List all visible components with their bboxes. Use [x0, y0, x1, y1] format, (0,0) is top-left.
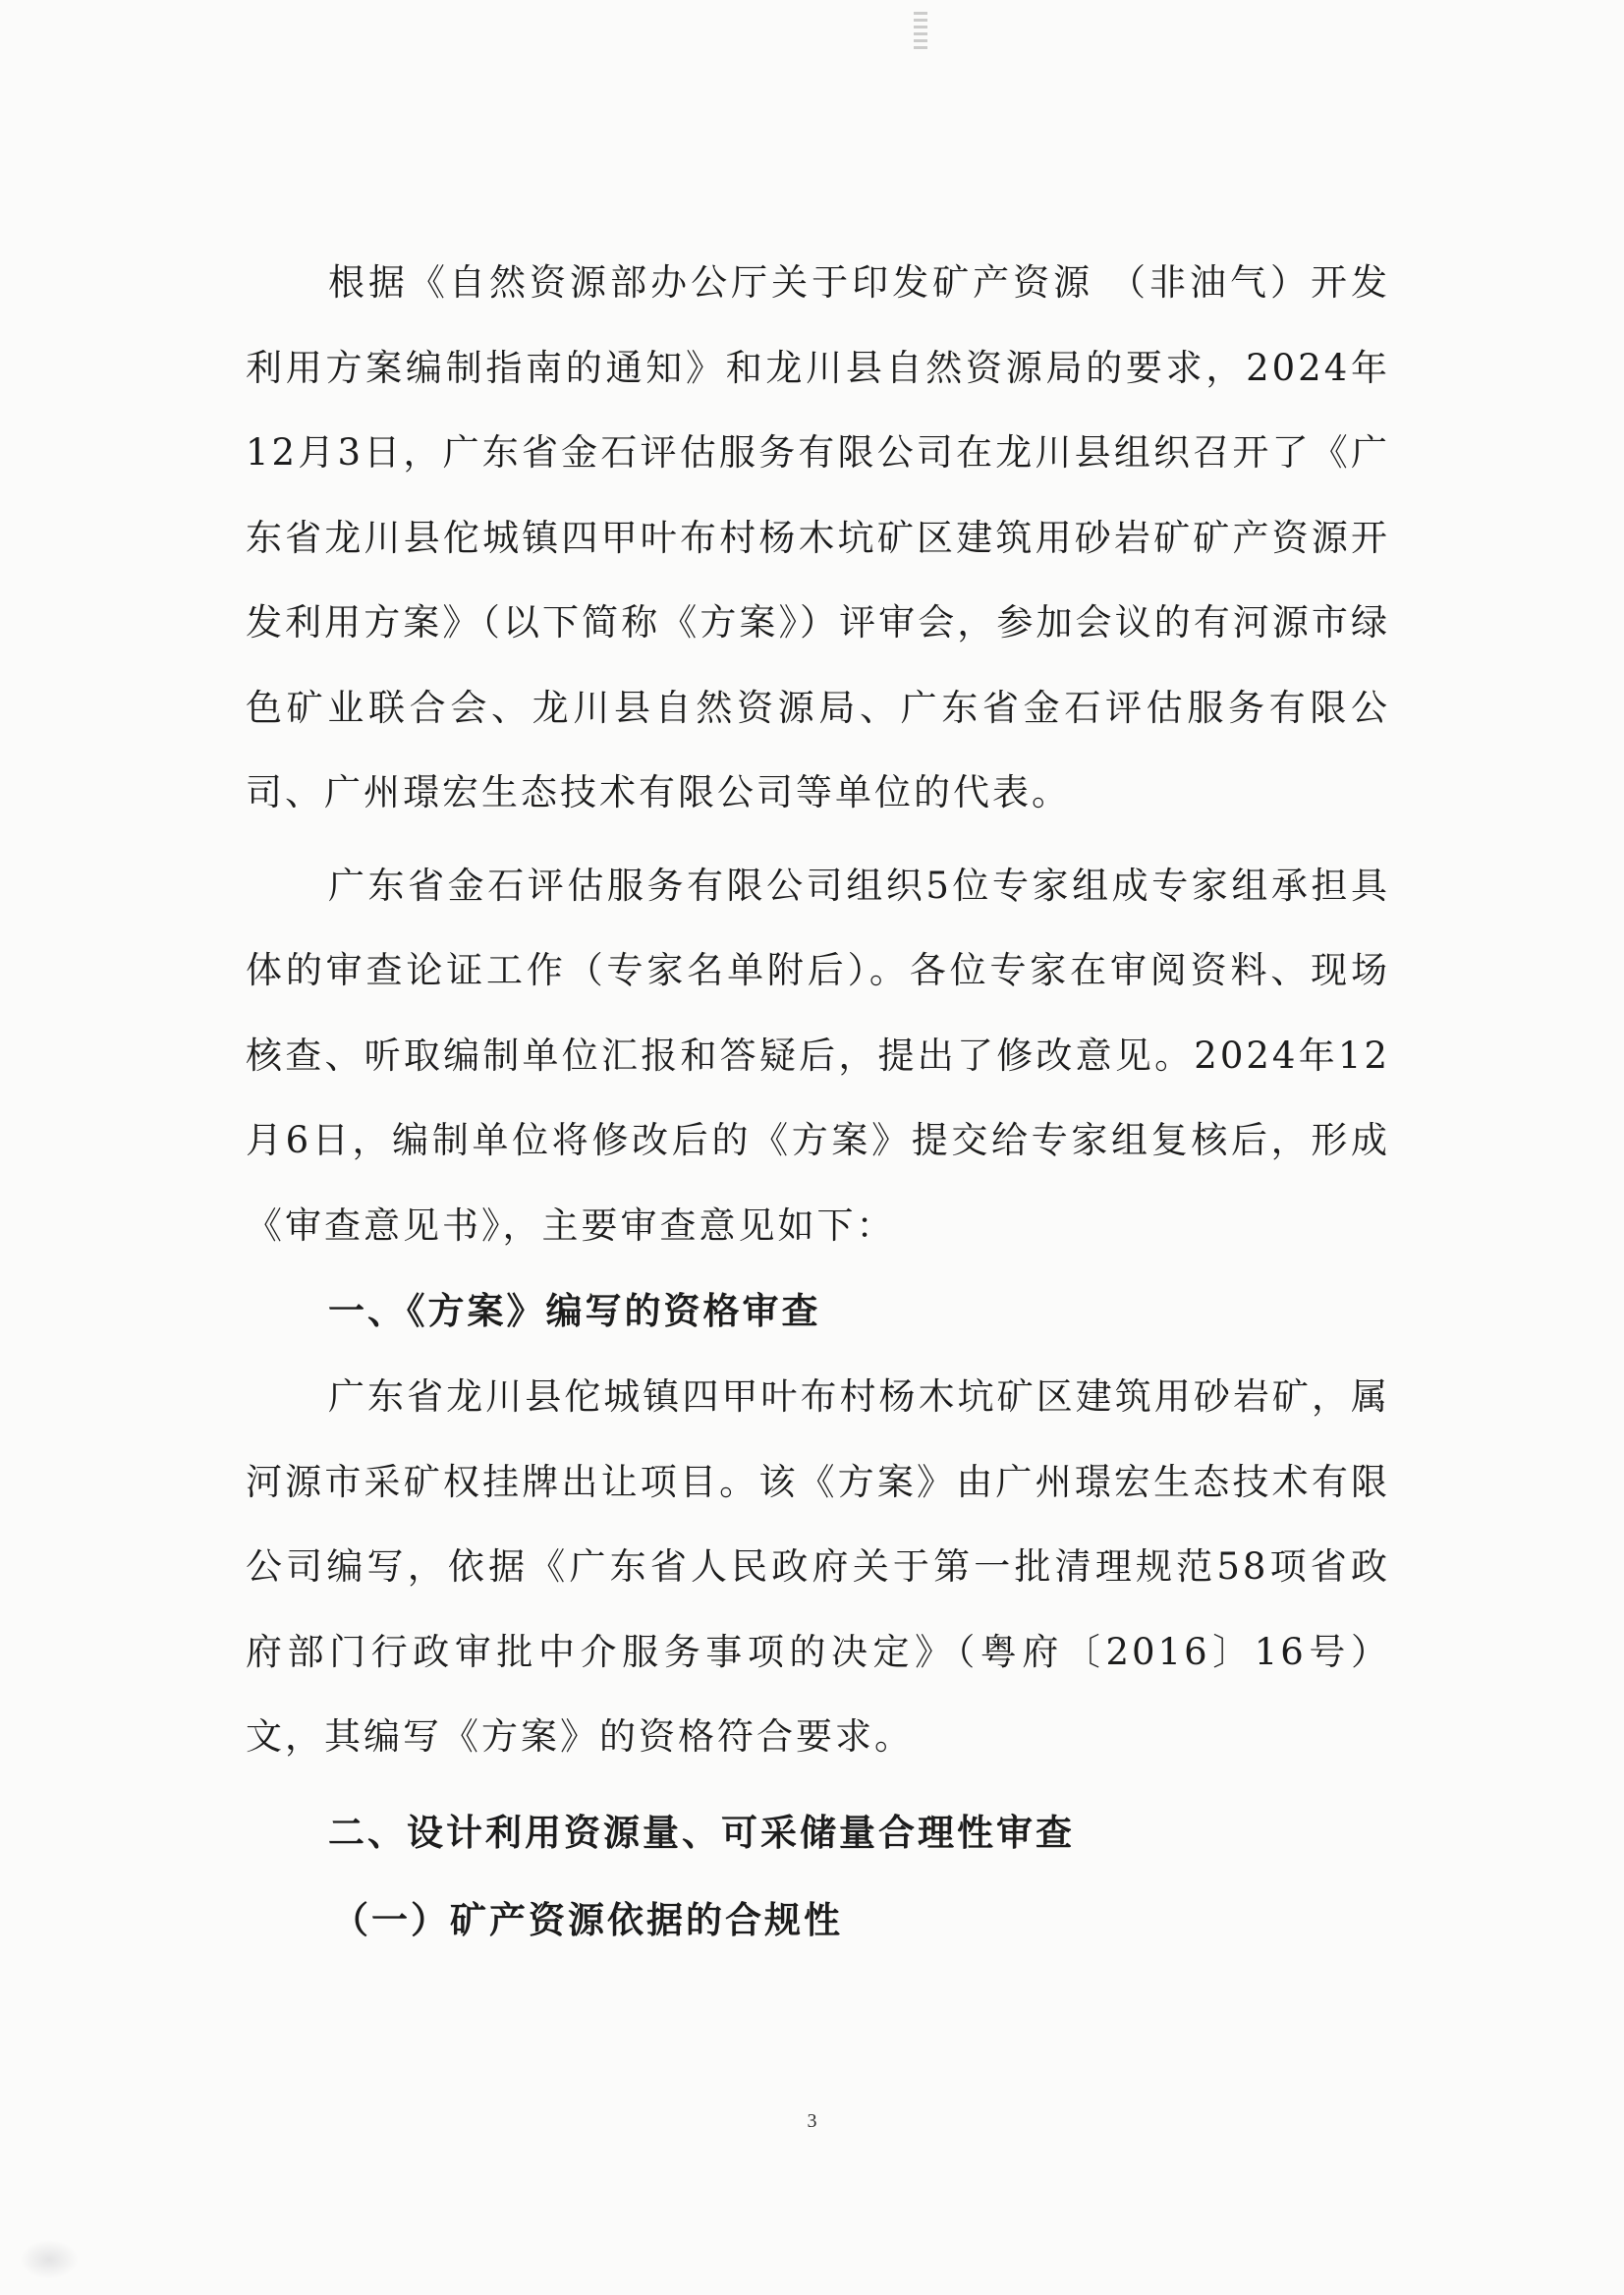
scan-artifact — [914, 8, 927, 86]
section-1-paragraph: 广东省龙川县佗城镇四甲叶布村杨木坑矿区建筑用砂岩矿，属河源市采矿权挂牌出让项目。该《方案》由广州璟宏生态技术有限公司编写，依据《广东省人民政府关于第一批清理规范58项省政府部门行政审批中介服务事项的决定》（粤府〔2016〕16号）文，其编写《方案》的资格符合要求。 — [246, 1375, 1390, 1758]
review-process-paragraph: 广东省金石评估服务有限公司组织5位专家组成专家组承担具体的审查论证工作（专家名单附后）。各位专家在审阅资料、现场核查、听取编制单位汇报和答疑后，提出了修改意见。2024年12月6日，编制单位将修改后的《方案》提交给专家组复核后，形成《审查意见书》，主要审查意见如下： — [246, 864, 1390, 1247]
section-2-heading: 二、设计利用资源量、可采储量合理性审查 — [328, 1811, 1075, 1854]
section-2-subheading: （一）矿产资源依据的合规性 — [332, 1897, 843, 1941]
scan-smudge — [20, 2240, 79, 2279]
section-1-heading: 一、《方案》编写的资格审查 — [328, 1290, 821, 1332]
page-number: 3 — [807, 2110, 817, 2132]
document-body — [246, 241, 1390, 1963]
intro-paragraph: 根据《自然资源部办公厅关于印发矿产资源 （非油气）开发利用方案编制指南的通知》和龙川县自然资源局的要求，2024年12月3日，广东省金石评估服务有限公司在龙川县组织召开了《广东省龙川县佗城镇四甲叶布村杨木坑矿区建筑用砂岩矿矿产资源开发利用方案》（以下简称《方案》）评审会，参加会议的有河源市绿色矿业联合会、龙川县自然资源局、广东省金石评估服务有限公司、广州璟宏生态技术有限公司等单位的代表。 — [246, 261, 1390, 813]
